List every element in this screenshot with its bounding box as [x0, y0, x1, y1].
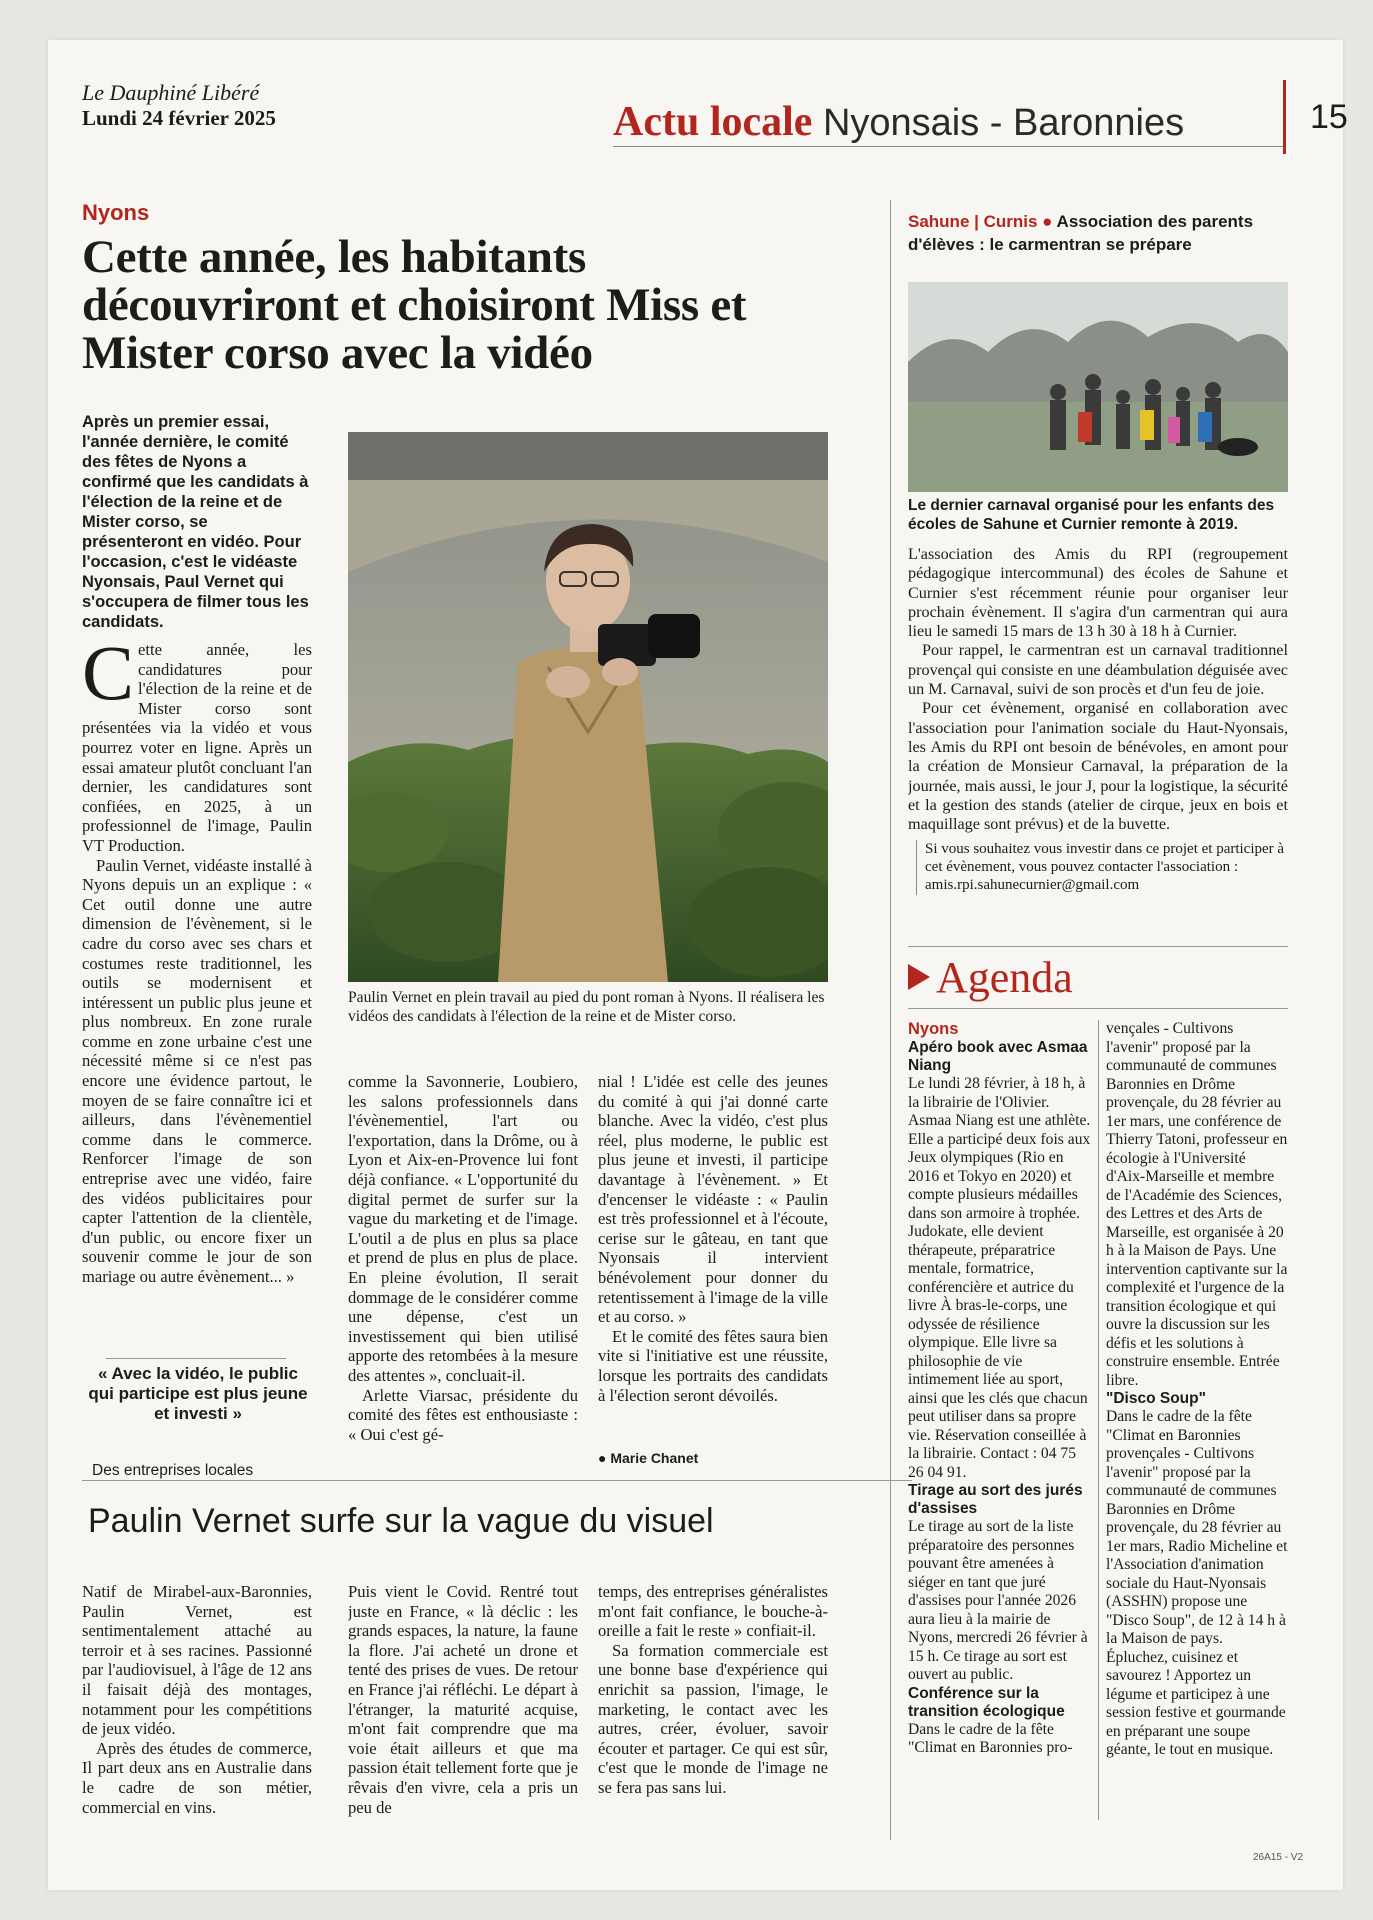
photo-carnival	[908, 282, 1288, 492]
main-col3	[598, 1072, 828, 1432]
issue-date: Lundi 24 février 2025	[82, 106, 276, 130]
side-p2: Pour rappel, le carmentran est un carnaval traditionnel provençal qui consiste en une déambulation déguisée avec un M. Carnaval, suivi de son procès et d'un feu de joie.	[908, 641, 1288, 699]
sub-col1-p2: Après des études de commerce, Il part deux ans en Australie dans le cadre de son métier, commercial en vins.	[82, 1738, 312, 1817]
main-col3-p2: Et le comité des fêtes saura bien vite si l'initiative est une réussite, lorsque les portraits des candidats à l'élection seront dévoilés.	[598, 1326, 828, 1405]
agenda-arrow-icon	[908, 964, 930, 990]
side-contact	[916, 840, 1286, 895]
event1-title: Apéro book avec Asmaa Niang	[908, 1039, 1088, 1074]
main-col3-p1: nial ! L'idée est celle des jeunes du comité à qui j'ai donné carte blanche. Avec la vidéo, c'est plus réel, plus moderne, le public est plus jeune et investi, il participe davantage à l'évènement. » Et d'encenser le vidéaste : « Paulin est très professionnel et à l'écoute, cerise sur le gâteau, en tant que Nyonsais il intervient bénévolement pour donner du retentissement à l'image de la ville et au corso. »	[598, 1072, 828, 1327]
main-byline	[598, 1450, 698, 1466]
agenda-title	[908, 952, 1073, 1003]
paper-name: Le Dauphiné Libéré	[82, 80, 260, 105]
main-kicker: Nyons	[82, 200, 150, 225]
main-col1-p2: Paulin Vernet, vidéaste installé à Nyons depuis un an explique : « Cet outil donne une autre dimension de l'évènement, si le cadre du corso avec ses chars et costumes reste traditionnel, les outils se modernisent et intéressent un public plus jeune et plus nombreux. En zone rurale comme en zone urbaine c'est une nécessité même si ce n'est pas encore une évidence partout, le moyen de se faire connaître ici et ailleurs, dans l'évènementiel comme dans le commerce. Renforcer l'image de son entreprise avec une vidéo, faire des vidéos publicitaires pour capter l'attention de la clientèle, d'un public, ou encore fixer un souvenir comme le jour de son mariage ou autre évènement... »	[82, 855, 312, 1286]
side-header	[908, 210, 1288, 257]
photo-videographer-image	[348, 432, 828, 982]
rubric-main: Actu locale	[613, 99, 813, 145]
event1-body: Le lundi 28 février, à 18 h, à la librairie de l'Olivier. Asmaa Niang est une athlète. Elle a participé deux fois aux Jeux olympiques (Rio en 2016 et Tokyo en 2020) et compte plusieurs médailles dans son armoire à trophée. Judokate, elle devient thérapeute, préparatrice mentale, formatrice, conférencière et autrice du livre À bras-le-corps, une odyssée de résilience olympique. Elle livre sa philosophie de vie intimement liée au sport, ainsi que les clés que chacun peut utiliser dans sa propre vie. Réservation conseillée à la librairie. Contact : 04 75 26 04 91.	[908, 1075, 1091, 1481]
sub-col2	[348, 1582, 578, 1852]
sub-col3-p2: Sa formation commerciale est une bonne base d'expérience qui enrichit sa passion, l'image, le marketing, le contact avec les autres, créer, évoluer, savoir écouter et partager. Ce qui est sûr, c'est que le monde de l'image ne se fera pas sans lui.	[598, 1640, 828, 1797]
side-headline: Association des parents d'élèves : le carmentran se prépare	[908, 212, 1254, 254]
sub-headline: Paulin Vernet surfe sur la vague du visuel	[88, 1502, 714, 1540]
agenda-bottom-rule	[908, 1008, 1288, 1009]
quote-rule	[106, 1358, 286, 1359]
column-separator	[890, 200, 891, 1840]
agenda-title-text: Agenda	[936, 953, 1073, 1002]
agenda-col2	[1106, 1020, 1288, 1830]
event2-title: Tirage au sort des jurés d'assises	[908, 1482, 1083, 1517]
photo-videographer	[348, 432, 828, 982]
event3-title: Conférence sur la transition écologique	[908, 1684, 1065, 1720]
main-col2-p2: Arlette Viarsac, présidente du comité des fêtes est enthousiaste : « Oui c'est gé-	[348, 1385, 578, 1444]
side-p1: L'association des Amis du RPI (regroupement pédagogique intercommunal) des écoles de Sahune et Curnier s'est récemment réunie pour organiser leur prochain évènement. Il s'agira d'un carmentran qui aura lieu le samedi 15 mars de 13 h 30 à 18 h à Curnier.	[908, 545, 1288, 641]
side-body	[908, 545, 1288, 840]
section-rubric	[613, 98, 1184, 146]
event3-body: Dans le cadre de la fête "Climat en Baronnies pro-	[908, 1720, 1073, 1756]
sub-col1-p1: Natif de Mirabel-aux-Baronnies, Paulin Vernet, est sentimentalement attaché au terroir et à ses racines. Passionné par l'audiovisuel, à l'âge de 12 ans il faisait déjà des montages, notamment pour les compétitions de jeux vidéo.	[82, 1582, 312, 1739]
newspaper-page	[48, 40, 1348, 1890]
sub-col1	[82, 1582, 312, 1862]
agenda-col1	[908, 1020, 1093, 1830]
agenda-kicker: Nyons	[908, 1020, 959, 1038]
main-col1	[82, 640, 312, 1370]
side-photo-caption: Le dernier carnaval organisé pour les enfants des écoles de Sahune et Curnier remonte à 2019.	[908, 497, 1275, 533]
main-photo-caption: Paulin Vernet en plein travail au pied du pont roman à Nyons. Il réalisera les vidéos des candidats à l'élection de la reine et de Mister corso.	[348, 989, 825, 1025]
sub-top-rule	[82, 1480, 912, 1481]
sub-col2-p1: Puis vient le Covid. Rentré tout juste en France, « là déclic : les grands espaces, la nature, la faune la flore. J'ai acheté un drone et tenté des prises de vues. De retour en France j'ai réfléchi. Le départ à l'étranger, la maturité acquise, m'ont fait comprendre que ma voie était ailleurs et que ma passion était tellement forte que je rêvais d'en vivre, cela a pris un peu de	[348, 1582, 578, 1817]
side-p3: Pour cet évènement, organisé en collaboration avec l'association pour l'animation sociale du Haut-Nyonsais, les Amis du RPI ont besoin de bénévoles, en amont pour la création de Monsieur Carnaval, la préparation de la journée, mais aussi, le jour J, pour la logistique, la sécurité et la gestion des stands (atelier de cirque, jeux en bois et maquillage sont prévus) et de la buvette.	[908, 699, 1288, 834]
footer-code: 26A15 - V2	[1253, 1852, 1304, 1863]
side-email[interactable]: amis.rpi.sahunecurnier@gmail.com	[925, 877, 1140, 893]
side-contact-text: Si vous souhaitez vous investir dans ce projet et participer à cet évènement, vous pouvez contacter l'association :	[925, 841, 1285, 875]
sub-col3	[598, 1582, 828, 1852]
sub-kicker: Des entreprises locales	[92, 1462, 259, 1480]
event2-body: Le tirage au sort de la liste préparatoire des personnes pouvant être amenées à siéger en tant que juré d'assises pour l'année 2026 aura lieu à la mairie de Nyons, mercredi 26 février à 15 h. Ce tirage au sort est ouvert au public.	[908, 1518, 1088, 1683]
main-chapo: Après un premier essai, l'année dernière, le comité des fêtes de Nyons a confirmé que les candidats à l'élection de la reine et de Mister corso, se présenteront en vidéo. Pour l'occasion, c'est le vidéaste Nyonsais, Paul Vernet qui s'occupera de filmer tous les candidats.	[82, 413, 309, 631]
agenda-separator	[1098, 1020, 1099, 1820]
agenda-top-rule	[908, 946, 1288, 947]
side-kicker: Sahune | Curnis	[908, 212, 1038, 231]
sub-col3-p1: temps, des entreprises généralistes m'ont fait confiance, le bouche-à-oreille a fait le reste » confiait-il.	[598, 1582, 828, 1641]
side-kicker-dot-icon: ●	[1037, 212, 1057, 231]
main-col2-p1: comme la Savonnerie, Loubiero, les salons professionnels dans l'évènementiel, l'art ou l'exportation, dans la Drôme, ou à Lyon et Aix-en-Provence lui font déjà confiance. « L'opportunité du digital permet de surfer sur la vague du marketing et de l'image. L'outil a de plus en plus sa place et prend de plus en plus de place. En pleine évolution, Il serait dommage de le considérer comme une dépense, c'est un investissement qui bien utilisé apporte des retombées à la mesure des attentes », concluait-il.	[348, 1072, 578, 1385]
rubric-region: Nyonsais - Baronnies	[822, 102, 1185, 144]
photo-carnival-image	[908, 282, 1288, 492]
page-number: 15	[1310, 98, 1348, 136]
main-col1-p1: ette année, les candidatures pour l'élection de la reine et de Mister corso sont présentées via la vidéo et vous pourrez voter en ligne. Après un essai amateur plutôt concluant l'an dernier, les candidatures sont confiées, en 2025, à un professionnel de l'image, Paulin VT Production.	[82, 640, 312, 855]
event4-body: Dans le cadre de la fête "Climat en Baronnies provençales - Cultivons l'avenir" proposé par la communauté de communes Baronnies en Drôme provençale, du 28 février au 1er mars, Radio Micheline et l'Association d'animation sociale du Haut-Nyonsais (ASSHN) propose une "Disco Soup", de 12 à 14 h à la Maison de pays. Épluchez, cuisinez et savourez ! Apportez un légume et participez à une session festive et gourmande en préparant une soupe géante, le tout en musique.	[1106, 1408, 1288, 1758]
main-col2	[348, 1072, 578, 1474]
pull-quote: « Avec la vidéo, le public qui participe est plus jeune et investi »	[88, 1364, 308, 1423]
masthead-rule	[613, 146, 1283, 147]
dropcap: C	[82, 640, 135, 716]
byline-dot-icon: ●	[598, 1450, 611, 1466]
main-headline: Cette année, les habitants découvriront et choisiront Miss et Mister corso avec la vidéo	[82, 231, 747, 379]
event3-cont: vençales - Cultivons l'avenir" proposé par la communauté de communes Baronnies en Drôme provençale, du 28 février au 1er mars, une conférence de Thierry Tatoni, professeur en écologie à l'Université d'Aix-Marseille et membre de l'Académie des Sciences, des Lettres et des Arts de Marseille, est organisée à 20 h à la Maison de Pays. Une intervention captivante sur la complexité et l'urgence de la transition écologique et qui ouvre la discussion sur les défis et les solutions à construire ensemble. Entrée libre.	[1106, 1020, 1288, 1389]
main-author: Marie Chanet	[610, 1450, 699, 1466]
event4-title: "Disco Soup"	[1106, 1390, 1206, 1407]
masthead-divider	[1283, 80, 1286, 154]
